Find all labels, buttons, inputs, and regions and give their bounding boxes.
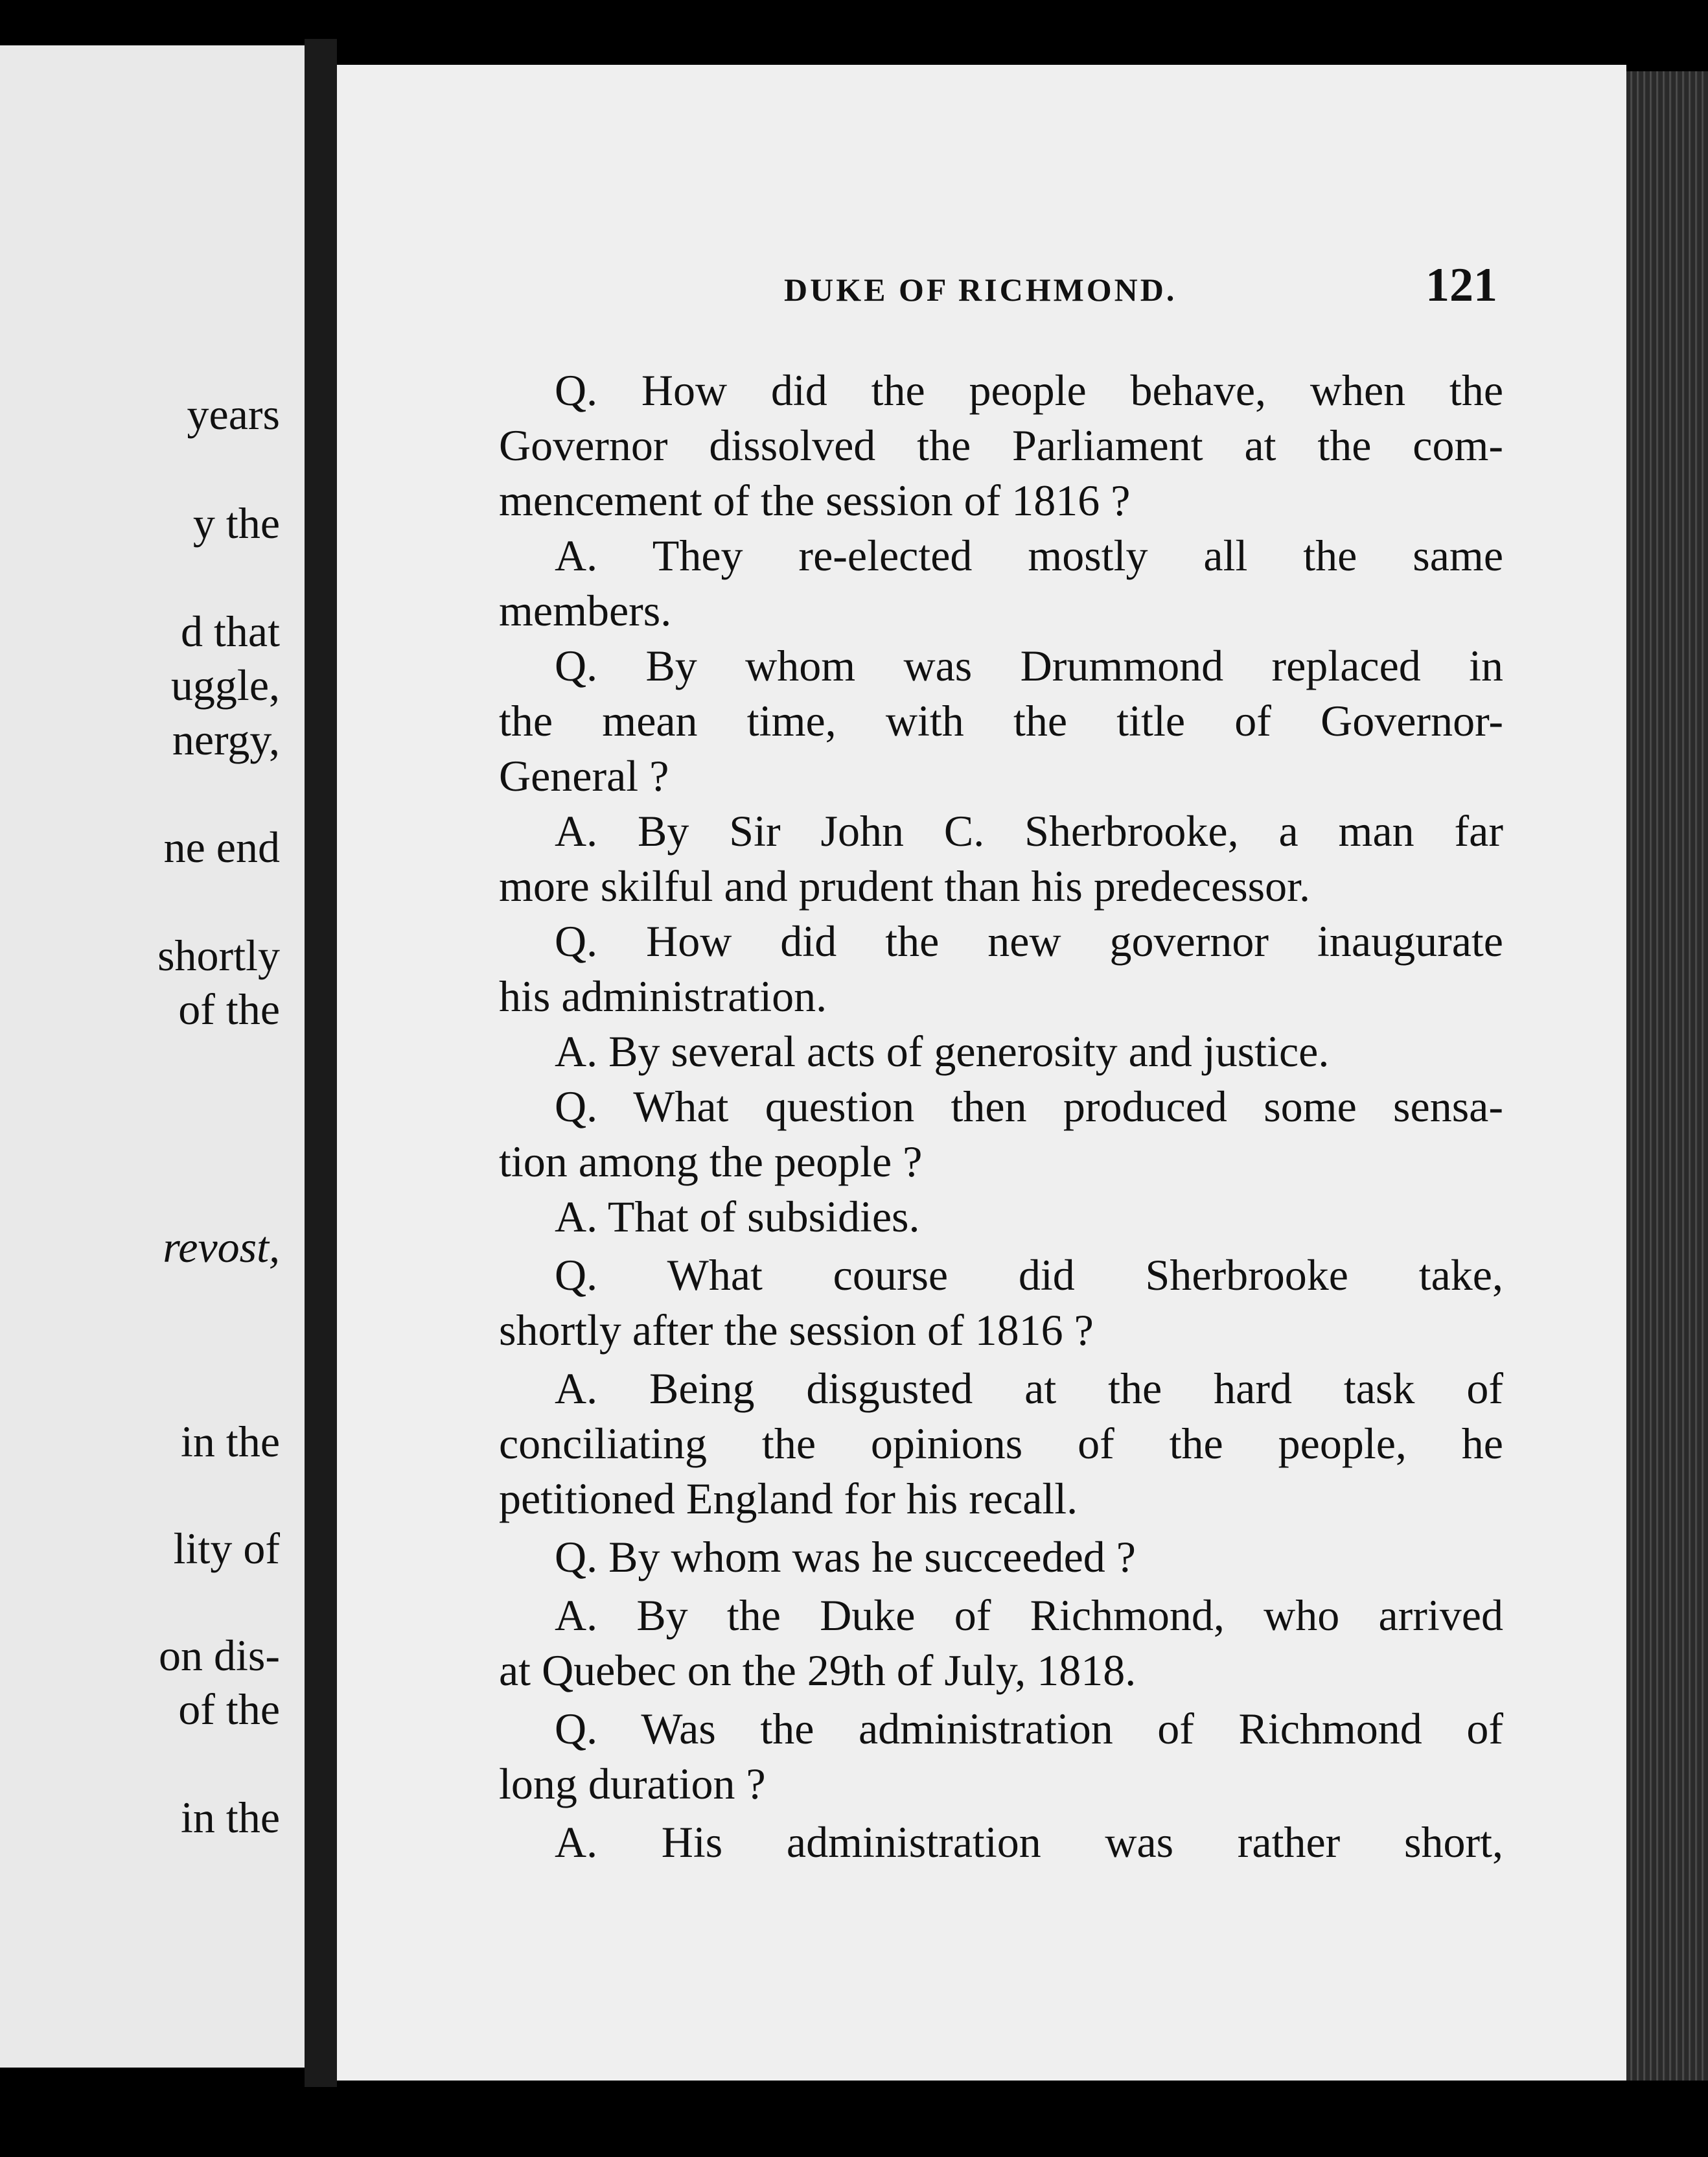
text-line: Governor dissolved the Parliament at the com- bbox=[499, 421, 1503, 470]
left-page-fragment: uggle, bbox=[170, 660, 280, 710]
page-number: 121 bbox=[1425, 259, 1497, 312]
text-line: Q. How did the new governor inaugurate bbox=[555, 916, 1503, 966]
text-line: A. His administration was rather short, bbox=[555, 1817, 1503, 1867]
text-line: shortly after the session of 1816 ? bbox=[499, 1305, 1094, 1355]
text-line: long duration ? bbox=[499, 1759, 766, 1808]
text-line: A. By several acts of generosity and justice. bbox=[555, 1027, 1330, 1076]
text-line: A. By Sir John C. Sherbrooke, a man far bbox=[555, 806, 1503, 856]
text-line: Q. How did the people behave, when the bbox=[555, 366, 1503, 415]
left-page-fragment: in the bbox=[181, 1793, 280, 1842]
text-line: tion among the people ? bbox=[499, 1137, 923, 1186]
left-page-fragment: d that bbox=[181, 607, 280, 656]
previous-page bbox=[0, 45, 305, 2068]
left-page-fragment: in the bbox=[181, 1417, 280, 1466]
left-page-fragment: shortly bbox=[157, 931, 280, 980]
text-line: Q. What course did Sherbrooke take, bbox=[555, 1250, 1503, 1300]
text-line: A. That of subsidies. bbox=[555, 1192, 920, 1241]
book-gutter bbox=[305, 39, 337, 2087]
left-page-fragment: on dis- bbox=[159, 1631, 280, 1680]
left-page-fragment: ne end bbox=[163, 822, 280, 872]
text-line: the mean time, with the title of Governor- bbox=[499, 696, 1503, 745]
left-page-fragment: lity of bbox=[173, 1524, 280, 1573]
text-line: Q. Was the administration of Richmond of bbox=[555, 1704, 1503, 1753]
text-line: more skilful and prudent than his predecessor. bbox=[499, 861, 1311, 911]
text-line: General ? bbox=[499, 751, 669, 800]
text-line: conciliating the opinions of the people, he bbox=[499, 1419, 1503, 1468]
page-edges bbox=[1626, 71, 1708, 2081]
left-page-fragment: of the bbox=[178, 985, 280, 1034]
text-line: Q. By whom was Drummond replaced in bbox=[555, 641, 1503, 690]
left-page-fragment: nergy, bbox=[172, 715, 280, 764]
running-head: DUKE OF RICHMOND. bbox=[784, 272, 1177, 308]
text-line: mencement of the session of 1816 ? bbox=[499, 476, 1131, 525]
text-line: his administration. bbox=[499, 972, 827, 1021]
text-line: petitioned England for his recall. bbox=[499, 1474, 1078, 1523]
left-page-fragment: y the bbox=[192, 498, 280, 548]
text-line: Q. By whom was he succeeded ? bbox=[555, 1532, 1136, 1581]
text-line: members. bbox=[499, 586, 672, 635]
left-page-fragment: revost, bbox=[163, 1222, 280, 1272]
text-line: at Quebec on the 29th of July, 1818. bbox=[499, 1646, 1137, 1695]
text-line: Q. What question then produced some sensa- bbox=[555, 1082, 1503, 1131]
text-line: A. By the Duke of Richmond, who arrived bbox=[555, 1591, 1503, 1640]
text-line: A. They re-elected mostly all the same bbox=[555, 531, 1503, 580]
text-line: A. Being disgusted at the hard task of bbox=[555, 1364, 1503, 1413]
left-page-fragment: of the bbox=[178, 1685, 280, 1734]
left-page-fragment: years bbox=[187, 390, 280, 439]
